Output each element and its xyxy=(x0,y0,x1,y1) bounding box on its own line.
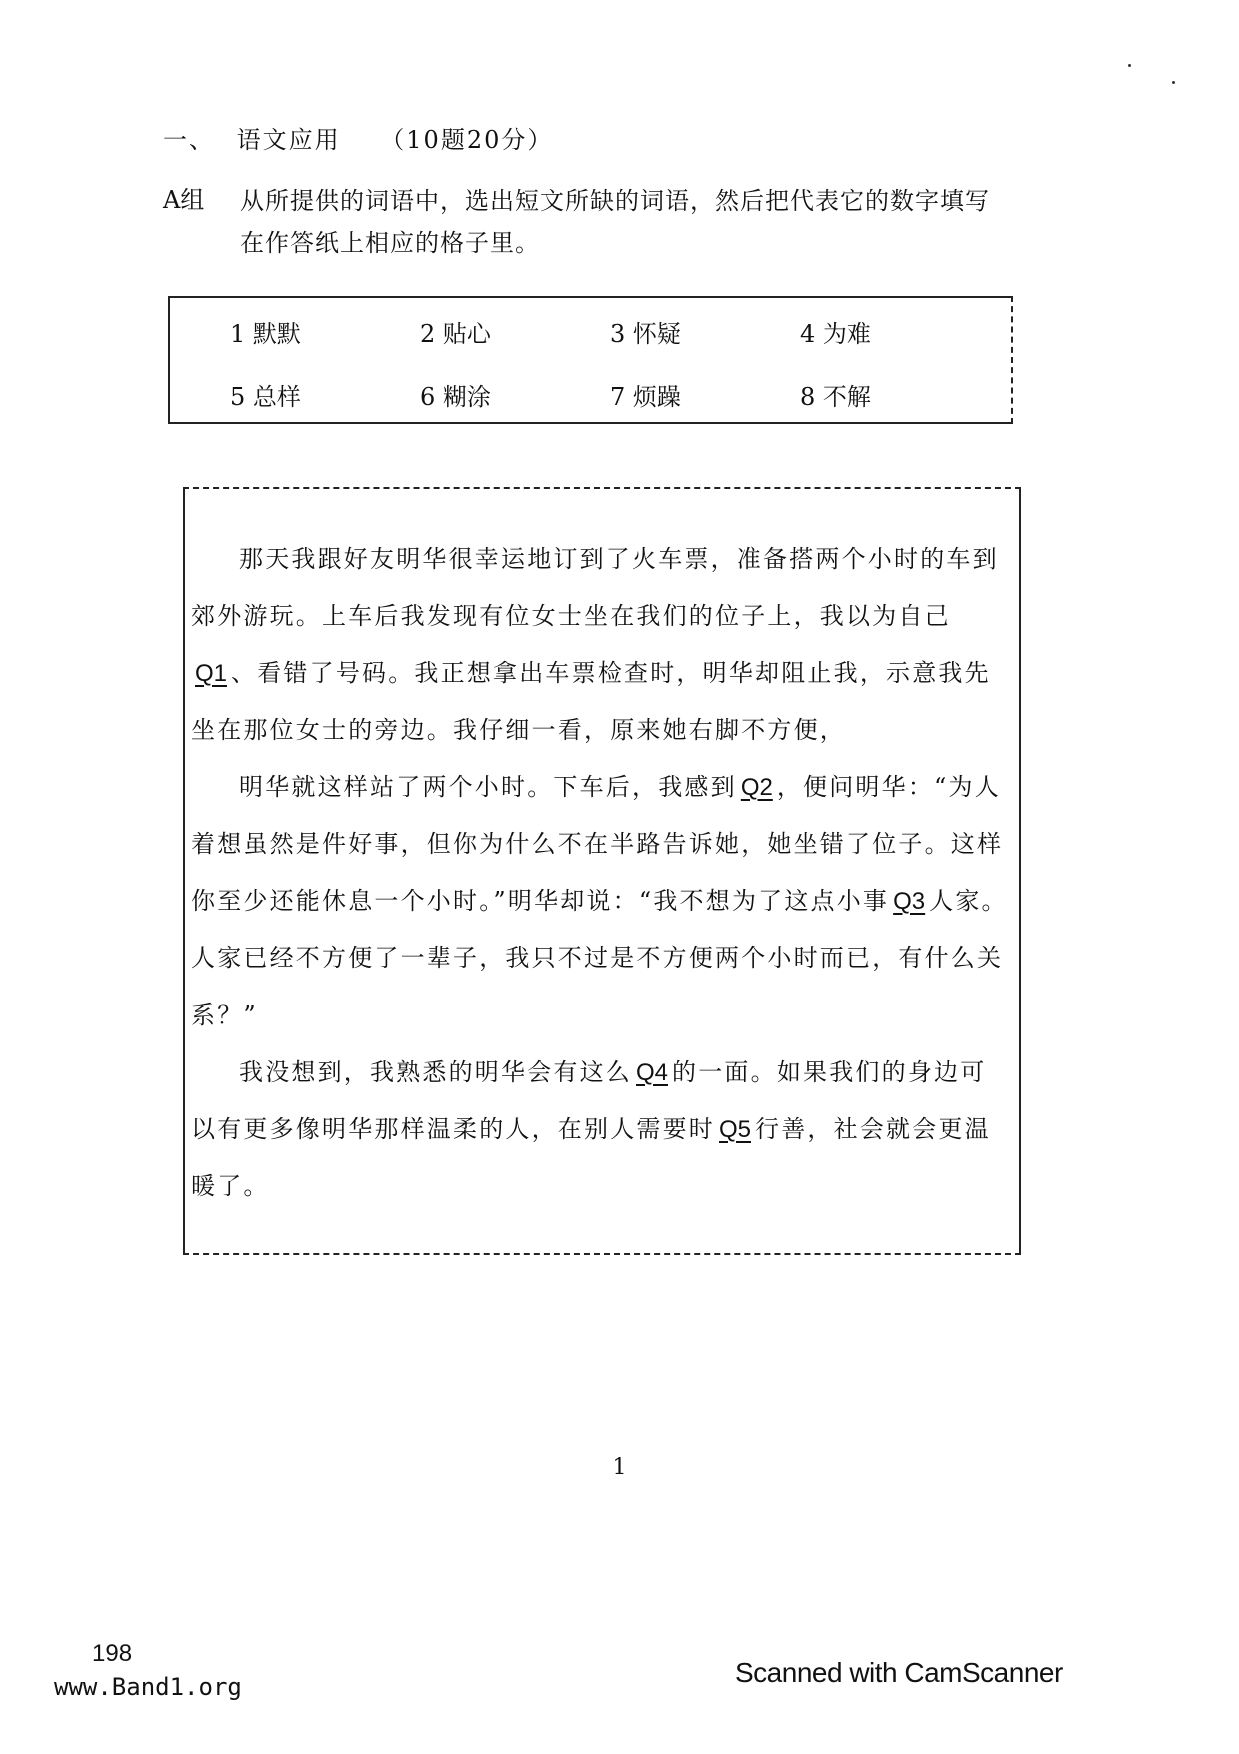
section-title: 语文应用 xyxy=(236,126,341,154)
word-option: 6 糊涂 xyxy=(420,383,491,411)
word-option: 7 烦躁 xyxy=(610,383,681,411)
blank-q1: Q1 xyxy=(195,660,228,687)
page-number: 1 xyxy=(612,1455,627,1480)
passage-paragraph-1 xyxy=(191,531,1009,759)
passage-segment: 、看错了号码。我正想拿出车票检查时，明华却阻止我，示意我先坐在那位女士的旁边。我仔细一看，原来她右脚不方便， xyxy=(191,659,991,744)
word-option: 5 总样 xyxy=(230,383,301,411)
group-instruction: 从所提供的词语中，选出短文所缺的词语，然后把代表它的数字填写在作答纸上相应的格子里。 xyxy=(240,187,990,257)
word-bank-box xyxy=(168,296,1013,424)
section-number: 一、 xyxy=(163,126,215,154)
passage-box xyxy=(183,487,1021,1255)
word-option: 1 默默 xyxy=(230,320,301,348)
scanner-watermark: Scanned with CamScanner xyxy=(735,1657,1063,1688)
passage-segment: 的一面。如果我们的身边可以有更多像明华那样温柔的人，在别人需要时 xyxy=(191,1058,987,1143)
passage-segment: 我没想到，我熟悉的明华会有这么 xyxy=(239,1058,632,1086)
passage-segment: 那天我跟好友明华很幸运地订到了火车票，准备搭两个小时的车到郊外游玩。上车后我发现有位女士坐在我们的位子上，我以为自己 xyxy=(191,545,999,630)
passage-paragraph-3 xyxy=(191,1044,1009,1215)
group-label: A组 xyxy=(163,186,205,214)
blank-q2: Q2 xyxy=(740,774,773,801)
word-option: 4 为难 xyxy=(800,320,871,348)
passage-segment: 明华就这样站了两个小时。下车后，我感到 xyxy=(239,773,737,801)
section-score: （10题20分） xyxy=(380,126,554,154)
scan-speck xyxy=(1128,64,1131,67)
passage-segment: 人家。人家已经不方便了一辈子，我只不过是不方便两个小时而已，有什么关系？” xyxy=(191,887,1008,1029)
book-page-number: 198 xyxy=(92,1640,133,1667)
blank-q5: Q5 xyxy=(719,1116,752,1143)
blank-q4: Q4 xyxy=(636,1059,669,1086)
passage-paragraph-2 xyxy=(191,759,1009,1044)
word-option: 3 怀疑 xyxy=(610,320,681,348)
passage-segment: 行善，社会就会更温暖了。 xyxy=(191,1115,991,1200)
passage-text xyxy=(191,531,1009,1215)
word-option: 2 贴心 xyxy=(420,320,491,348)
section-heading xyxy=(163,120,553,155)
word-option: 8 不解 xyxy=(800,383,871,411)
website-watermark: www.Band1.org xyxy=(54,1673,242,1701)
passage-segment: ，便问明华：“为人着想虽然是件好事，但你为什么不在半路告诉她，她坐错了位子。这样你至少还能休息一个小时。”明华却说：“我不想为了这点小事 xyxy=(191,773,1004,915)
blank-q3: Q3 xyxy=(893,888,926,915)
word-bank-grid xyxy=(230,314,990,412)
scan-speck xyxy=(1172,81,1175,84)
